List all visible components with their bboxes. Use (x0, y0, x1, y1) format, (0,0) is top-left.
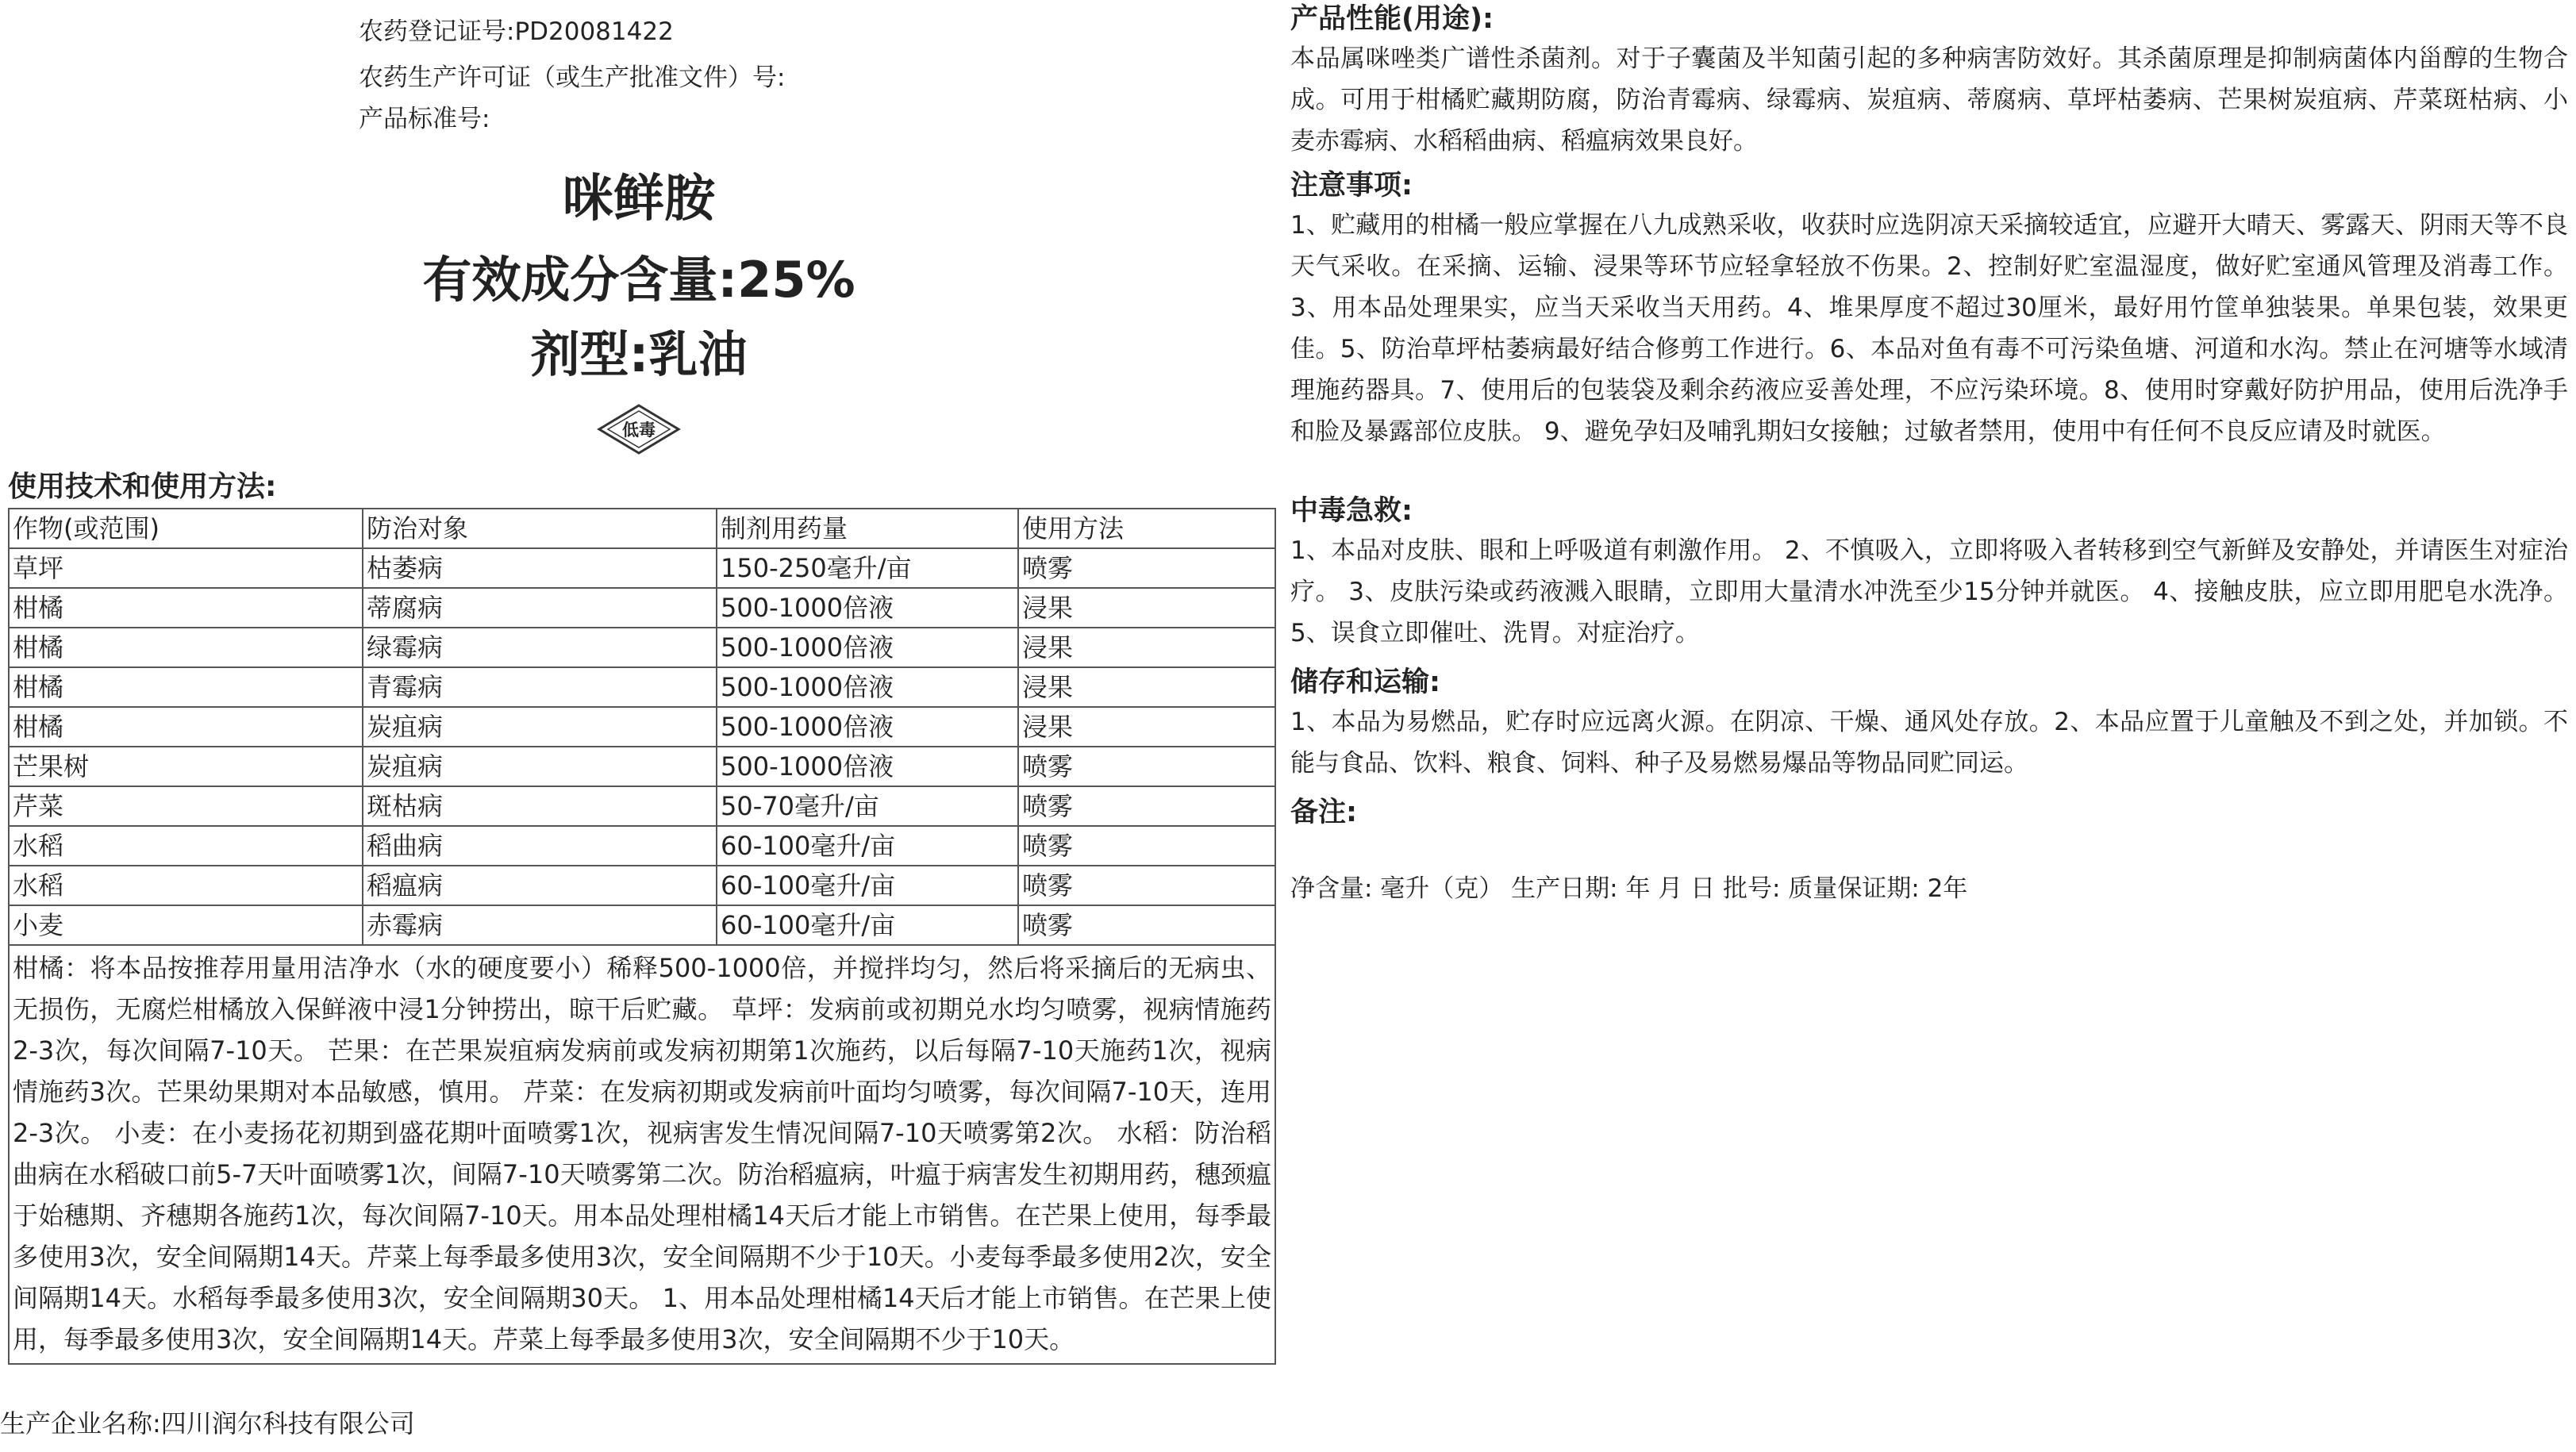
header-dosage: 制剂用药量 (717, 509, 1018, 548)
first-aid-text: 1、本品对皮肤、眼和上呼吸道有刺激作用。 2、不慎吸入，立即将吸入者转移到空气新鲜及安静处，并请医生对症治疗。 3、皮肤污染或药液溅入眼睛，立即用大量清水冲洗至少15分钟并就医。 4、接触皮肤，应立即用肥皂水洗净。 5、误食立即催吐、洗胃。对症治疗。 (1290, 536, 2568, 647)
cell-dosage: 60-100毫升/亩 (717, 866, 1018, 905)
cell-target: 斑枯病 (363, 786, 717, 826)
cell-method: 浸果 (1018, 588, 1275, 628)
registration-number: 农药登记证号:PD20081422 (359, 17, 674, 46)
cell-method: 喷雾 (1018, 826, 1275, 866)
table-row (9, 548, 1275, 588)
cell-target: 蒂腐病 (363, 588, 717, 628)
table-row (9, 588, 1275, 628)
cell-dosage: 500-1000倍液 (717, 588, 1018, 628)
net-content-info: 净含量: 毫升（克） 生产日期: 年 月 日 批号: 质量保证期: 2年 (1290, 874, 1968, 903)
table-row (9, 866, 1275, 905)
cell-crop: 小麦 (9, 905, 363, 945)
cell-dosage: 500-1000倍液 (717, 628, 1018, 667)
cell-target: 枯萎病 (363, 548, 717, 588)
table-row (9, 905, 1275, 945)
left-column (0, 0, 1278, 1452)
cell-method: 浸果 (1018, 667, 1275, 707)
cell-crop: 水稻 (9, 826, 363, 866)
storage-text: 1、本品为易燃品，贮存时应远离火源。在阴凉、干燥、通风处存放。2、本品应置于儿童触及不到之处，并加锁。不能与食品、饮料、粮食、饲料、种子及易燃易爆品等物品同贮同运。 (1290, 708, 2568, 778)
cell-dosage: 500-1000倍液 (717, 707, 1018, 747)
cell-crop: 水稻 (9, 866, 363, 905)
cell-target: 稻瘟病 (363, 866, 717, 905)
formulation: 剂型:乳油 (530, 325, 748, 383)
table-row (9, 826, 1275, 866)
cell-method: 浸果 (1018, 628, 1275, 667)
cell-target: 炭疽病 (363, 747, 717, 786)
cell-crop: 柑橘 (9, 588, 363, 628)
right-column (1290, 0, 2568, 1452)
table-row (9, 667, 1275, 707)
active-content: 有效成分含量:25% (422, 251, 855, 309)
usage-table (8, 508, 1276, 1365)
table-row (9, 707, 1275, 747)
cell-dosage: 500-1000倍液 (717, 747, 1018, 786)
cell-target: 青霉病 (363, 667, 717, 707)
product-standard: 产品标准号: (359, 105, 490, 133)
performance-title: 产品性能(用途): (1290, 3, 1494, 35)
cell-dosage: 150-250毫升/亩 (717, 548, 1018, 588)
storage-title: 储存和运输: (1290, 666, 1440, 698)
precautions-text: 1、贮藏用的柑橘一般应掌握在八九成熟采收，收获时应选阴凉天采摘较适宜，应避开大晴天、雾露天、阴雨天等不良天气采收。在采摘、运输、浸果等环节应轻拿轻放不伤果。2、控制好贮室温湿度，做好贮室通风管理及消毒工作。3、用本品处理果实，应当天采收当天用药。4、堆果厚度不超过30厘米，最好用竹筐单独装果。单果包装，效果更佳。5、防治草坪枯萎病最好结合修剪工作进行。6、本品对鱼有毒不可污染鱼塘、河道和水沟。禁止在河塘等水域清理施药器具。7、使用后的包装袋及剩余药液应妥善处理，不应污染环境。8、使用时穿戴好防护用品，使用后洗净手和脸及暴露部位皮肤。 9、避免孕妇及哺乳期妇女接触；过敏者禁用，使用中有任何不良反应请及时就医。 (1290, 211, 2568, 446)
cell-target: 绿霉病 (363, 628, 717, 667)
header-target: 防治对象 (363, 509, 717, 548)
first-aid-title: 中毒急救: (1290, 495, 1413, 527)
cell-method: 浸果 (1018, 707, 1275, 747)
cell-crop: 柑橘 (9, 667, 363, 707)
remarks-title: 备注: (1290, 797, 1357, 828)
cell-dosage: 60-100毫升/亩 (717, 905, 1018, 945)
cell-method: 喷雾 (1018, 905, 1275, 945)
cell-crop: 芒果树 (9, 747, 363, 786)
cell-target: 赤霉病 (363, 905, 717, 945)
header-crop: 作物(或范围) (9, 509, 363, 548)
product-name: 咪鲜胺 (563, 170, 715, 229)
cell-dosage: 500-1000倍液 (717, 667, 1018, 707)
manufacturer-name: 生产企业名称:四川润尔科技有限公司 (0, 1408, 415, 1439)
usage-instructions: 柑橘：将本品按推荐用量用洁净水（水的硬度要小）稀释500-1000倍，并搅拌均匀，然后将采摘后的无病虫、无损伤，无腐烂柑橘放入保鲜液中浸1分钟捞出，晾干后贮藏。 草坪：发病前或初期兑水均匀喷雾，视病情施药2-3次，每次间隔7-10天。 芒果：在芒果炭疽病发病前或发病初期第1次施药，以后每隔7-10天施药1次，视病情施药3次。芒果幼果期对本品敏感，慎用。 芹菜：在发病初期或发病前叶面均匀喷雾，每次间隔7-10天，连用2-3次。 小麦：在小麦扬花初期到盛花期叶面喷雾1次，视病害发生情况间隔7-10天喷雾第2次。 水稻：防治稻曲病在水稻破口前5-7天叶面喷雾1次，间隔7-10天喷雾第二次。防治稻瘟病，叶瘟于病害发生初期用药，穗颈瘟于始穗期、齐穗期各施药1次，每次间隔7-10天。用本品处理柑橘14天后才能上市销售。在芒果上使用，每季最多使用3次，安全间隔期14天。芹菜上每季最多使用3次，安全间隔期不少于10天。小麦每季最多使用2次，安全间隔期14天。水稻每季最多使用3次，安全间隔期30天。 1、用本品处理柑橘14天后才能上市销售。在芒果上使用，每季最多使用3次，安全间隔期14天。芹菜上每季最多使用3次，安全间隔期不少于10天。 (9, 945, 1275, 1364)
table-header-row (9, 509, 1275, 548)
cell-dosage: 50-70毫升/亩 (717, 786, 1018, 826)
low-toxicity-badge (597, 403, 681, 455)
cell-crop: 柑橘 (9, 628, 363, 667)
cell-crop: 芹菜 (9, 786, 363, 826)
table-row (9, 628, 1275, 667)
cell-crop: 柑橘 (9, 707, 363, 747)
production-license: 农药生产许可证（或生产批准文件）号: (359, 63, 786, 92)
cell-method: 喷雾 (1018, 548, 1275, 588)
cell-crop: 草坪 (9, 548, 363, 588)
header-method: 使用方法 (1018, 509, 1275, 548)
cell-method: 喷雾 (1018, 866, 1275, 905)
table-row (9, 747, 1275, 786)
table-row (9, 786, 1275, 826)
cell-target: 炭疽病 (363, 707, 717, 747)
cell-dosage: 60-100毫升/亩 (717, 826, 1018, 866)
usage-section-title: 使用技术和使用方法: (8, 471, 277, 503)
cell-method: 喷雾 (1018, 786, 1275, 826)
toxicity-label: 低毒 (622, 421, 656, 440)
cell-method: 喷雾 (1018, 747, 1275, 786)
performance-text: 本品属咪唑类广谱性杀菌剂。对于子囊菌及半知菌引起的多种病害防效好。其杀菌原理是抑制病菌体内甾醇的生物合成。可用于柑橘贮藏期防腐，防治青霉病、绿霉病、炭疽病、蒂腐病、草坪枯萎病、芒果树炭疽病、芹菜斑枯病、小麦赤霉病、水稻稻曲病、稻瘟病效果良好。 (1290, 44, 2568, 156)
precautions-title: 注意事项: (1290, 170, 1413, 202)
instructions-row (9, 945, 1275, 1364)
cell-target: 稻曲病 (363, 826, 717, 866)
